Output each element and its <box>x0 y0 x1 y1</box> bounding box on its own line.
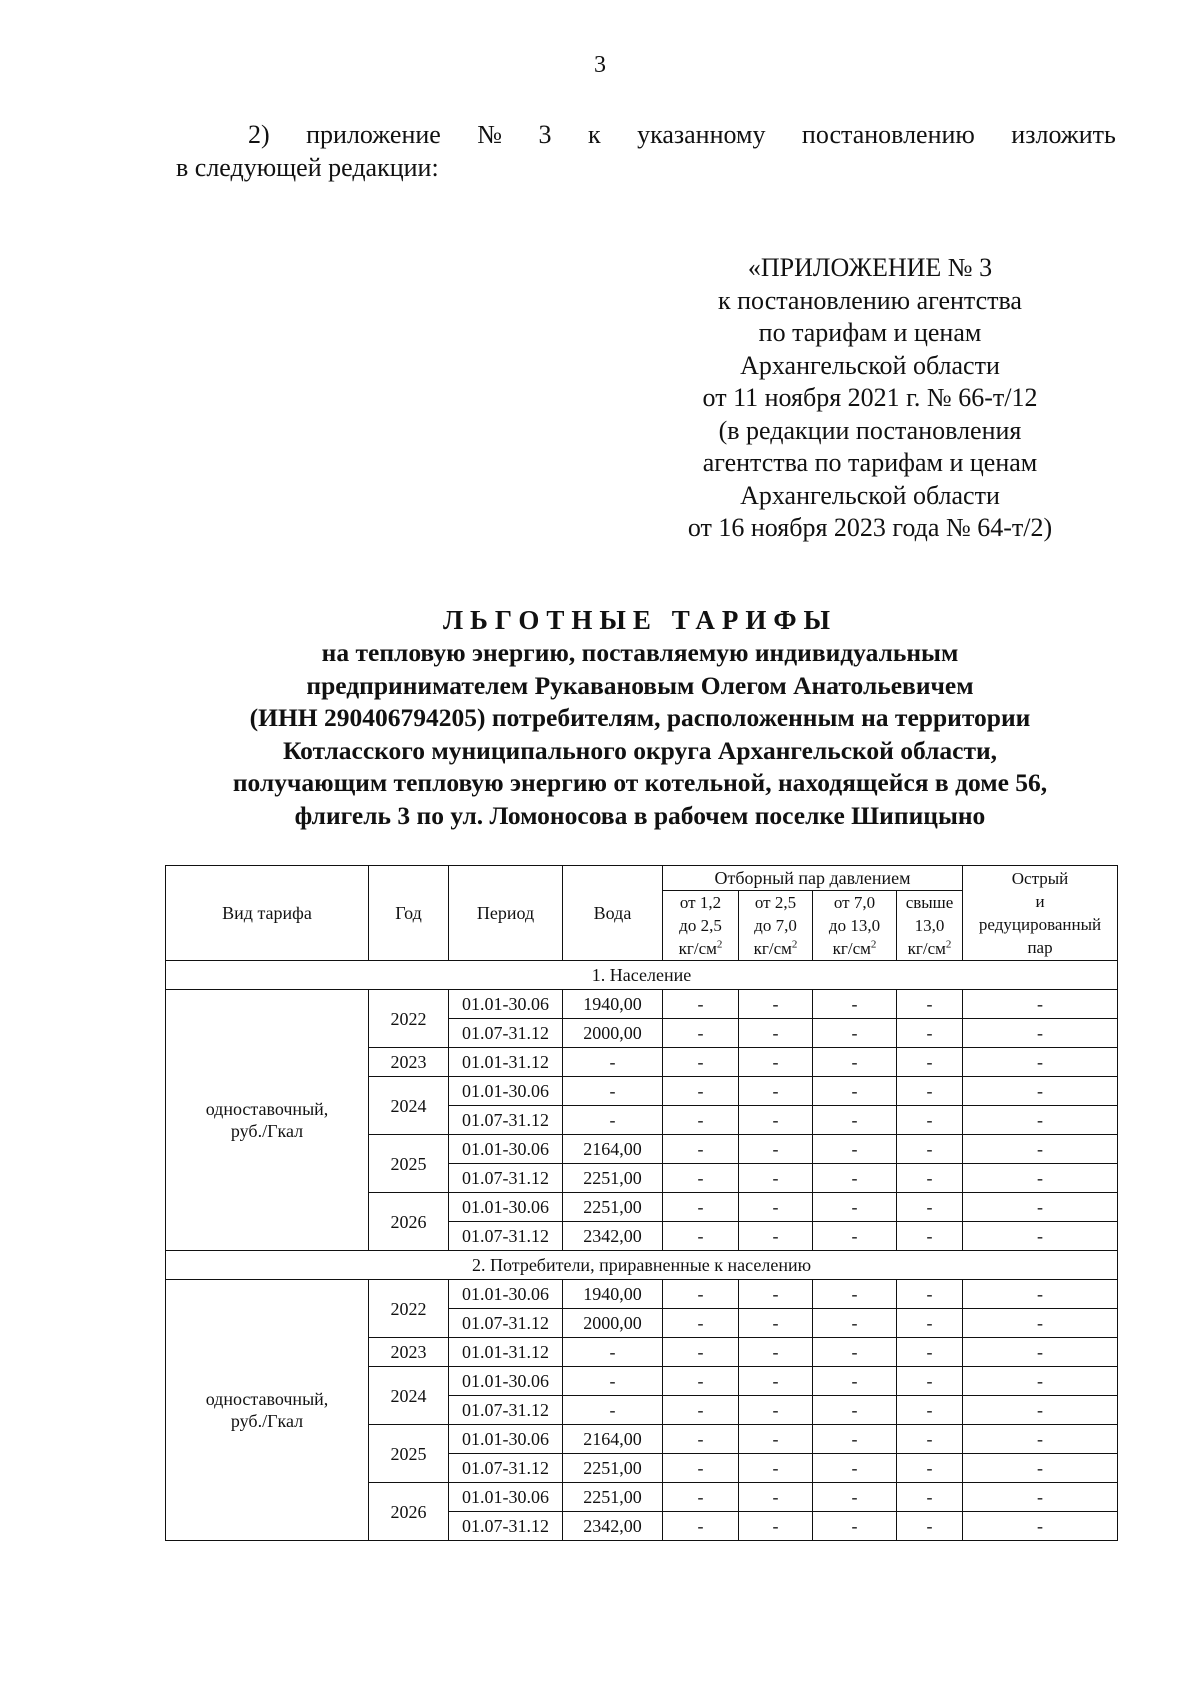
header-pressure-3: от 7,0 до 13,0 $кг/см^2$ <box>813 891 897 961</box>
sharp-steam-cell: - <box>963 1309 1118 1338</box>
period-cell: 01.07-31.12 <box>449 1396 563 1425</box>
pressure-1-cell: - <box>663 1280 739 1309</box>
pressure-3-cell: - <box>813 1106 897 1135</box>
pressure-2-cell: - <box>739 1309 813 1338</box>
title-line: Котласского муниципального округа Архангельской области, <box>282 735 998 765</box>
pressure-3-cell: - <box>813 990 897 1019</box>
appendix-line: к постановлению агентства <box>718 285 1022 315</box>
title-line: на тепловую энергию, поставляемую индивидуальным <box>321 638 959 667</box>
period-cell: 01.07-31.12 <box>449 1019 563 1048</box>
tariff-table <box>165 865 1118 1541</box>
page-number: 3 <box>594 52 606 78</box>
period-cell: 01.01-30.06 <box>449 1077 563 1106</box>
pressure-2-cell: - <box>739 1106 813 1135</box>
water-cell: - <box>563 1338 663 1367</box>
tariff-type-cell <box>166 990 369 1251</box>
period-cell: 01.07-31.12 <box>449 1309 563 1338</box>
pressure-2-cell: - <box>739 1425 813 1454</box>
header-steam-group: Отборный пар давлением <box>663 866 963 891</box>
pressure-4-cell: - <box>897 1425 963 1454</box>
pressure-3-cell: - <box>813 1483 897 1512</box>
water-cell: - <box>563 1106 663 1135</box>
title-line: флигель 3 по ул. Ломоносова в рабочем поселке Шипицыно <box>294 800 986 830</box>
tariff-type-line: одноставочный, <box>205 1389 329 1409</box>
pressure-2-cell: - <box>739 1048 813 1077</box>
pressure-4-cell: - <box>897 1164 963 1193</box>
pressure-2-cell: - <box>739 1396 813 1425</box>
pressure-3-cell: - <box>813 1135 897 1164</box>
intro-line-1 <box>176 118 1116 151</box>
pressure-1-cell: - <box>663 1425 739 1454</box>
water-cell: - <box>563 1048 663 1077</box>
header-sharp-steam: Острый и редуцированный пар <box>963 866 1118 961</box>
section-title: 2. Потребители, приравненные к населению <box>166 1251 1118 1280</box>
appendix-header <box>640 252 1100 545</box>
appendix-line: по тарифам и ценам <box>758 318 982 347</box>
pressure-1-cell: - <box>663 1338 739 1367</box>
pressure-4-cell: - <box>897 1280 963 1309</box>
water-cell: 2342,00 <box>563 1512 663 1541</box>
pressure-3-cell: - <box>813 1280 897 1309</box>
header-pressure-1: от 1,2 до 2,5 $кг/см^2$ <box>663 891 739 961</box>
sharp-steam-cell: - <box>963 1396 1118 1425</box>
water-cell: 2342,00 <box>563 1222 663 1251</box>
pressure-4-cell: - <box>897 1396 963 1425</box>
pressure-4-cell: - <box>897 1019 963 1048</box>
pressure-4-cell: - <box>897 1106 963 1135</box>
intro-word: 2) <box>248 120 270 149</box>
pressure-2-cell: - <box>739 1454 813 1483</box>
year-cell: 2025 <box>369 1135 449 1193</box>
sharp-steam-cell: - <box>963 1338 1118 1367</box>
tariff-type-cell <box>166 1280 369 1541</box>
header-tariff-type: Вид тарифа <box>166 866 369 961</box>
pressure-4-cell: - <box>897 1367 963 1396</box>
pressure-3-cell: - <box>813 1309 897 1338</box>
sharp-steam-cell: - <box>963 1106 1118 1135</box>
pressure-3-cell: - <box>813 1454 897 1483</box>
header-period: Период <box>449 866 563 961</box>
section-row <box>166 961 1118 990</box>
pressure-1-cell: - <box>663 1106 739 1135</box>
pressure-3-cell: - <box>813 1396 897 1425</box>
pressure-2-cell: - <box>739 1164 813 1193</box>
sharp-steam-cell: - <box>963 1280 1118 1309</box>
year-cell: 2022 <box>369 990 449 1048</box>
pressure-2-cell: - <box>739 1019 813 1048</box>
water-cell: 2251,00 <box>563 1483 663 1512</box>
period-cell: 01.07-31.12 <box>449 1106 563 1135</box>
period-cell: 01.07-31.12 <box>449 1222 563 1251</box>
pressure-4-cell: - <box>897 1222 963 1251</box>
section-title: 1. Население <box>166 961 1118 990</box>
year-cell: 2024 <box>369 1367 449 1425</box>
water-cell: 2251,00 <box>563 1164 663 1193</box>
year-cell: 2026 <box>369 1193 449 1251</box>
pressure-1-cell: - <box>663 1135 739 1164</box>
intro-word: № <box>477 120 503 149</box>
title-line: (ИНН 290406794205) потребителям, расположенным на территории <box>249 703 1031 732</box>
water-cell: - <box>563 1396 663 1425</box>
water-cell: 1940,00 <box>563 990 663 1019</box>
pressure-4-cell: - <box>897 1454 963 1483</box>
pressure-2-cell: - <box>739 1135 813 1164</box>
intro-word: к <box>587 120 601 149</box>
intro-word: постановлению <box>801 120 975 149</box>
period-cell: 01.07-31.12 <box>449 1454 563 1483</box>
pressure-4-cell: - <box>897 1483 963 1512</box>
pressure-4-cell: - <box>897 990 963 1019</box>
intro-word: 3 <box>538 120 552 149</box>
intro-line-2: в следующей редакции: <box>176 153 439 182</box>
pressure-1-cell: - <box>663 1309 739 1338</box>
period-cell: 01.01-30.06 <box>449 1425 563 1454</box>
pressure-2-cell: - <box>739 1512 813 1541</box>
water-cell: 2164,00 <box>563 1425 663 1454</box>
pressure-4-cell: - <box>897 1193 963 1222</box>
year-cell: 2023 <box>369 1338 449 1367</box>
year-cell: 2022 <box>369 1280 449 1338</box>
pressure-3-cell: - <box>813 1164 897 1193</box>
pressure-1-cell: - <box>663 1222 739 1251</box>
intro-word: приложение <box>306 120 441 149</box>
appendix-line: Архангельской области <box>740 480 1000 510</box>
sharp-steam-cell: - <box>963 1135 1118 1164</box>
tariff-type-line: руб./Гкал <box>230 1411 304 1431</box>
pressure-1-cell: - <box>663 1048 739 1077</box>
sharp-steam-cell: - <box>963 1367 1118 1396</box>
period-cell: 01.01-30.06 <box>449 1135 563 1164</box>
pressure-3-cell: - <box>813 1512 897 1541</box>
appendix-line: агентства по тарифам и ценам <box>702 448 1038 477</box>
pressure-1-cell: - <box>663 1483 739 1512</box>
period-cell: 01.07-31.12 <box>449 1164 563 1193</box>
header-water: Вода <box>563 866 663 961</box>
pressure-3-cell: - <box>813 1048 897 1077</box>
pressure-1-cell: - <box>663 1193 739 1222</box>
sharp-steam-cell: - <box>963 1454 1118 1483</box>
water-cell: 1940,00 <box>563 1280 663 1309</box>
appendix-line: «ПРИЛОЖЕНИЕ № 3 <box>747 253 993 282</box>
period-cell: 01.01-30.06 <box>449 1367 563 1396</box>
title-line: получающим тепловую энергию от котельной, находящейся в доме 56, <box>232 768 1048 797</box>
pressure-2-cell: - <box>739 1222 813 1251</box>
header-year: Год <box>369 866 449 961</box>
intro-word: изложить <box>1011 120 1116 149</box>
pressure-2-cell: - <box>739 1280 813 1309</box>
period-cell: 01.01-30.06 <box>449 1193 563 1222</box>
water-cell: 2000,00 <box>563 1309 663 1338</box>
pressure-4-cell: - <box>897 1048 963 1077</box>
water-cell: 2000,00 <box>563 1019 663 1048</box>
pressure-2-cell: - <box>739 1193 813 1222</box>
intro-paragraph <box>176 118 1116 184</box>
header-pressure-2: от 2,5 до 7,0 $кг/см^2$ <box>739 891 813 961</box>
water-cell: - <box>563 1077 663 1106</box>
sharp-steam-cell: - <box>963 1483 1118 1512</box>
sharp-steam-cell: - <box>963 1512 1118 1541</box>
pressure-1-cell: - <box>663 1077 739 1106</box>
water-cell: 2164,00 <box>563 1135 663 1164</box>
pressure-4-cell: - <box>897 1135 963 1164</box>
water-cell: 2251,00 <box>563 1454 663 1483</box>
year-cell: 2024 <box>369 1077 449 1135</box>
section-row <box>166 1251 1118 1280</box>
pressure-1-cell: - <box>663 1396 739 1425</box>
appendix-line: Архангельской области <box>740 350 1000 380</box>
title-line: предпринимателем Рукавановым Олегом Анатольевичем <box>306 670 974 700</box>
tariff-type-line: одноставочный, <box>205 1099 329 1119</box>
period-cell: 01.01-31.12 <box>449 1338 563 1367</box>
period-cell: 01.01-30.06 <box>449 990 563 1019</box>
table-row <box>166 1280 1118 1309</box>
tariff-type-line: руб./Гкал <box>230 1121 304 1141</box>
pressure-1-cell: - <box>663 1454 739 1483</box>
sharp-steam-cell: - <box>963 1077 1118 1106</box>
pressure-1-cell: - <box>663 1512 739 1541</box>
sharp-steam-cell: - <box>963 1193 1118 1222</box>
pressure-1-cell: - <box>663 1019 739 1048</box>
pressure-2-cell: - <box>739 1367 813 1396</box>
pressure-3-cell: - <box>813 1222 897 1251</box>
year-cell: 2026 <box>369 1483 449 1541</box>
pressure-3-cell: - <box>813 1338 897 1367</box>
pressure-3-cell: - <box>813 1019 897 1048</box>
table-row <box>166 990 1118 1019</box>
pressure-2-cell: - <box>739 990 813 1019</box>
pressure-3-cell: - <box>813 1367 897 1396</box>
water-cell: 2251,00 <box>563 1193 663 1222</box>
pressure-3-cell: - <box>813 1425 897 1454</box>
year-cell: 2023 <box>369 1048 449 1077</box>
pressure-1-cell: - <box>663 1164 739 1193</box>
pressure-4-cell: - <box>897 1512 963 1541</box>
period-cell: 01.01-31.12 <box>449 1048 563 1077</box>
appendix-line: (в редакции постановления <box>718 415 1022 445</box>
sharp-steam-cell: - <box>963 990 1118 1019</box>
water-cell: - <box>563 1367 663 1396</box>
appendix-line: от 16 ноября 2023 года № 64-т/2) <box>687 513 1053 542</box>
pressure-2-cell: - <box>739 1483 813 1512</box>
title-main: ЛЬГОТНЫЕ ТАРИФЫ <box>442 605 838 635</box>
year-cell: 2025 <box>369 1425 449 1483</box>
sharp-steam-cell: - <box>963 1019 1118 1048</box>
sharp-steam-cell: - <box>963 1048 1118 1077</box>
pressure-1-cell: - <box>663 990 739 1019</box>
pressure-2-cell: - <box>739 1338 813 1367</box>
pressure-4-cell: - <box>897 1309 963 1338</box>
pressure-4-cell: - <box>897 1077 963 1106</box>
sharp-steam-cell: - <box>963 1164 1118 1193</box>
pressure-3-cell: - <box>813 1077 897 1106</box>
period-cell: 01.01-30.06 <box>449 1280 563 1309</box>
document-title <box>150 603 1130 832</box>
period-cell: 01.01-30.06 <box>449 1483 563 1512</box>
pressure-2-cell: - <box>739 1077 813 1106</box>
sharp-steam-cell: - <box>963 1425 1118 1454</box>
appendix-line: от 11 ноября 2021 г. № 66-т/12 <box>702 383 1038 412</box>
pressure-4-cell: - <box>897 1338 963 1367</box>
sharp-steam-cell: - <box>963 1222 1118 1251</box>
header-pressure-4: свыше 13,0 $кг/см^2$ <box>897 891 963 961</box>
period-cell: 01.07-31.12 <box>449 1512 563 1541</box>
pressure-1-cell: - <box>663 1367 739 1396</box>
pressure-3-cell: - <box>813 1193 897 1222</box>
intro-word: указанному <box>637 120 766 149</box>
